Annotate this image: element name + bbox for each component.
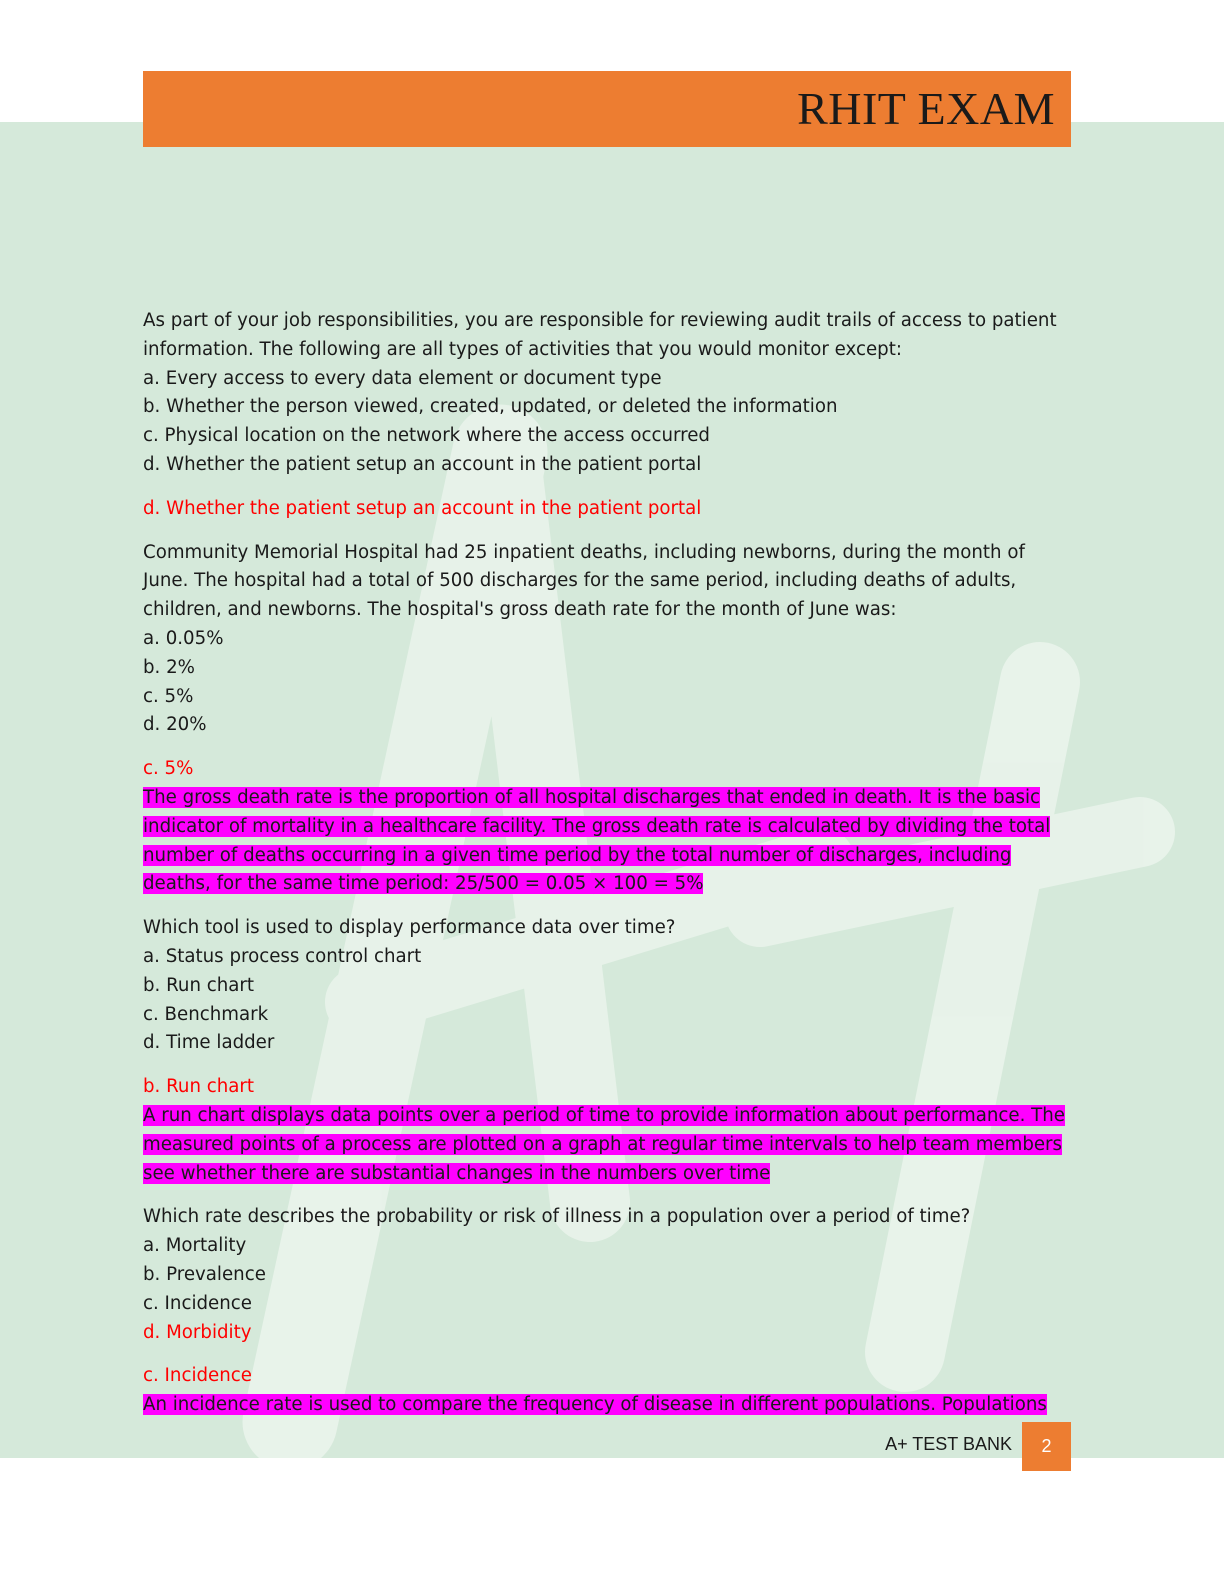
option: d. 20% — [143, 714, 207, 736]
question-stem-line: Which rate describes the probability or risk of illness in a population over a period of time? — [143, 1206, 971, 1228]
question-list — [143, 307, 1073, 1435]
question-stem-line: June. The hospital had a total of 500 discharges for the same period, including deaths of adults, — [143, 570, 1017, 592]
option: c. 5% — [143, 685, 194, 707]
answer-1 — [143, 495, 1073, 524]
header-bar — [143, 71, 1071, 147]
page-title: RHIT EXAM — [797, 83, 1055, 134]
option: a. Status process control chart — [143, 945, 422, 967]
question-1 — [143, 307, 1073, 480]
option: c. Physical location on the network where the access occurred — [143, 425, 710, 447]
question-3 — [143, 914, 1073, 1058]
option: c. Benchmark — [143, 1003, 269, 1025]
option: b. Prevalence — [143, 1263, 266, 1285]
answer-text: c. Incidence — [143, 1365, 252, 1387]
option: a. Every access to every data element or document type — [143, 367, 662, 389]
question-stem-line: children, and newborns. The hospital's gross death rate for the month of June was: — [143, 599, 897, 621]
option: d. Whether the patient setup an account in the patient portal — [143, 453, 702, 475]
explanation-line: A run chart displays data points over a period of time to provide information about performance. The — [143, 1104, 1065, 1126]
question-2 — [143, 539, 1073, 741]
footer-label: A+ TEST BANK — [885, 1434, 1012, 1454]
answer-3 — [143, 1073, 1073, 1188]
explanation-line: see whether there are substantial changes in the numbers over time — [143, 1162, 771, 1184]
question-stem-line: As part of your job responsibilities, you are responsible for reviewing audit trails of access to patient — [143, 310, 1057, 331]
option: b. 2% — [143, 656, 195, 678]
option: a. Mortality — [143, 1235, 247, 1257]
answer-text: b. Run chart — [143, 1076, 255, 1098]
answer-text: d. Whether the patient setup an account in the patient portal — [143, 497, 702, 519]
explanation-line: deaths, for the same time period: 25/500 = 0.05 × 100 = 5% — [143, 873, 704, 895]
answer-4 — [143, 1362, 1073, 1420]
question-stem-line: information. The following are all types of activities that you would monitor except: — [143, 338, 902, 360]
explanation-line: indicator of mortality in a healthcare facility. The gross death rate is calculated by dividing the total — [143, 815, 1051, 837]
question-stem-line: Which tool is used to display performance data over time? — [143, 917, 676, 939]
answer-text: c. 5% — [143, 758, 194, 780]
option: d. Time ladder — [143, 1032, 275, 1054]
option: b. Whether the person viewed, created, updated, or deleted the information — [143, 396, 838, 418]
answer-2 — [143, 755, 1073, 899]
page-number: 2 — [1022, 1422, 1071, 1471]
marked-option: d. Morbidity — [143, 1321, 252, 1343]
explanation-line: An incidence rate is used to compare the frequency of disease in different populations. Populations — [143, 1394, 1047, 1416]
question-stem-line: Community Memorial Hospital had 25 inpatient deaths, including newborns, during the month of — [143, 541, 1025, 563]
option: a. 0.05% — [143, 627, 224, 649]
explanation-line: The gross death rate is the proportion of all hospital discharges that ended in death. It is the basic — [143, 786, 1041, 808]
option: b. Run chart — [143, 974, 255, 996]
question-4 — [143, 1203, 1073, 1347]
option: c. Incidence — [143, 1292, 252, 1314]
explanation-line: measured points of a process are plotted on a graph at regular time intervals to help team members — [143, 1133, 1063, 1155]
explanation-line: number of deaths occurring in a given time period by the total number of discharges, including — [143, 844, 1012, 866]
